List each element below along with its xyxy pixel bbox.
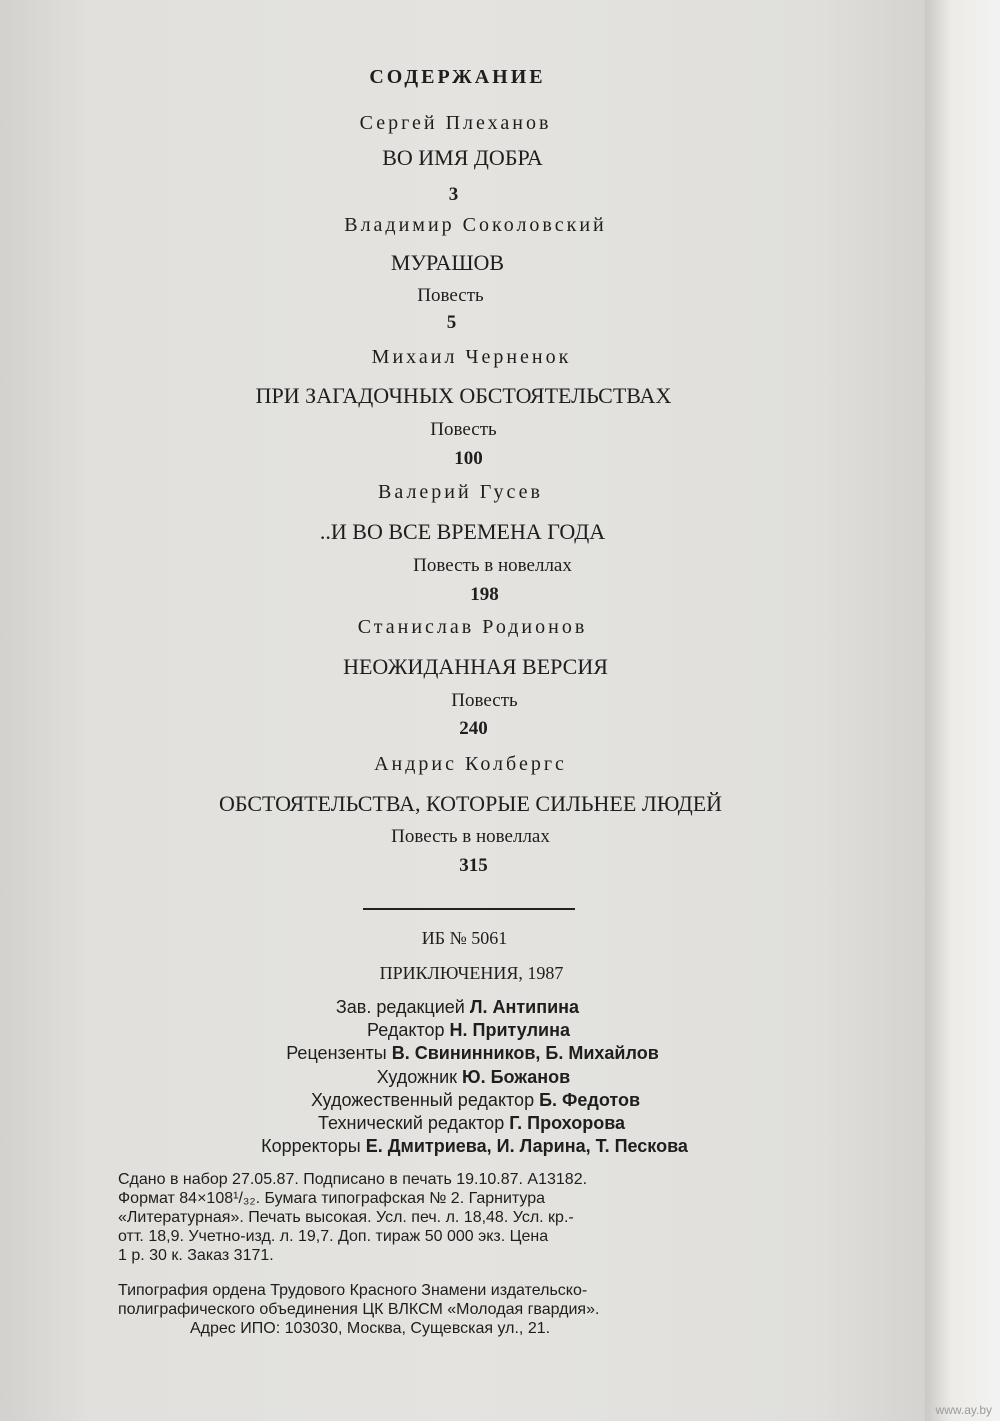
entry-2-author: Владимир Соколовский bbox=[344, 214, 607, 236]
page-edge bbox=[925, 0, 1000, 1421]
imprint-line-5: 1 р. 30 к. Заказ 3171. bbox=[118, 1247, 274, 1264]
credit-head-of-department: Зав. редакцией Л. Антипина bbox=[335, 997, 580, 1017]
entry-3-title: ПРИ ЗАГАДОЧНЫХ ОБСТОЯТЕЛЬСТВАХ bbox=[255, 383, 672, 408]
entry-6-genre: Повесть в новеллах bbox=[391, 826, 550, 847]
credit-art-editor: Художественный редактор Б. Федотов bbox=[310, 1090, 641, 1110]
entry-4-author: Валерий Гусев bbox=[378, 481, 543, 503]
credit-editor: Редактор Н. Притулина bbox=[367, 1020, 570, 1040]
entry-5-genre: Повесть bbox=[451, 690, 518, 711]
entry-5-title: НЕОЖИДАННАЯ ВЕРСИЯ bbox=[343, 654, 608, 679]
entry-3-author: Михаил Черненок bbox=[371, 346, 572, 368]
printer-line-3: Адрес ИПО: 103030, Москва, Сущевская ул., 21. bbox=[190, 1320, 551, 1337]
entry-4-genre: Повесть в новеллах bbox=[413, 555, 572, 576]
imprint-line-3: «Литературная». Печать высокая. Усл. печ. л. 18,48. Усл. кр.- bbox=[118, 1209, 574, 1226]
printer-line-1: Типография ордена Трудового Красного Знамени издательско- bbox=[118, 1282, 588, 1299]
imprint-line-2: Формат 84×108¹/₃₂. Бумага типографская № 2. Гарнитура bbox=[118, 1190, 546, 1207]
entry-2-page: 5 bbox=[446, 312, 457, 333]
contents-heading: СОДЕРЖАНИЕ bbox=[369, 66, 546, 88]
entry-6-page: 315 bbox=[459, 855, 488, 876]
entry-1-page: 3 bbox=[448, 184, 459, 205]
printer-line-2: полиграфического объединения ЦК ВЛКСМ «Молодая гвардия». bbox=[118, 1301, 600, 1318]
entry-2-title: МУРАШОВ bbox=[390, 250, 505, 275]
entry-4-title: ..И ВО ВСЕ ВРЕМЕНА ГОДА bbox=[319, 519, 606, 544]
credit-artist: Художник Ю. Божанов bbox=[376, 1067, 571, 1087]
entry-6-author: Андрис Колбергс bbox=[374, 753, 567, 775]
entry-5-page: 240 bbox=[459, 718, 488, 739]
series-name: ПРИКЛЮЧЕНИЯ, 1987 bbox=[379, 963, 564, 983]
entry-3-page: 100 bbox=[454, 448, 483, 469]
imprint-line-4: отт. 18,9. Учетно-изд. л. 19,7. Доп. тираж 50 000 экз. Цена bbox=[118, 1228, 549, 1245]
entry-5-author: Станислав Родионов bbox=[357, 616, 588, 638]
entry-1-author: Сергей Плеханов bbox=[359, 112, 552, 134]
imprint-line-1: Сдано в набор 27.05.87. Подписано в печать 19.10.87. А13182. bbox=[118, 1171, 588, 1188]
credit-proofreaders: Корректоры Е. Дмитриева, И. Ларина, Т. Пескова bbox=[261, 1136, 688, 1156]
entry-2-genre: Повесть bbox=[417, 285, 484, 306]
divider-rule bbox=[363, 908, 575, 910]
entry-3-genre: Повесть bbox=[430, 419, 497, 440]
entry-1-title: ВО ИМЯ ДОБРА bbox=[382, 145, 543, 170]
credit-reviewers: Рецензенты В. Свининников, Б. Михайлов bbox=[286, 1043, 659, 1063]
ib-number: ИБ № 5061 bbox=[421, 928, 508, 948]
entry-6-title: ОБСТОЯТЕЛЬСТВА, КОТОРЫЕ СИЛЬНЕЕ ЛЮДЕЙ bbox=[218, 791, 723, 816]
entry-4-page: 198 bbox=[470, 584, 499, 605]
watermark: www.ay.by bbox=[935, 1403, 992, 1417]
credit-tech-editor: Технический редактор Г. Прохорова bbox=[317, 1113, 626, 1133]
